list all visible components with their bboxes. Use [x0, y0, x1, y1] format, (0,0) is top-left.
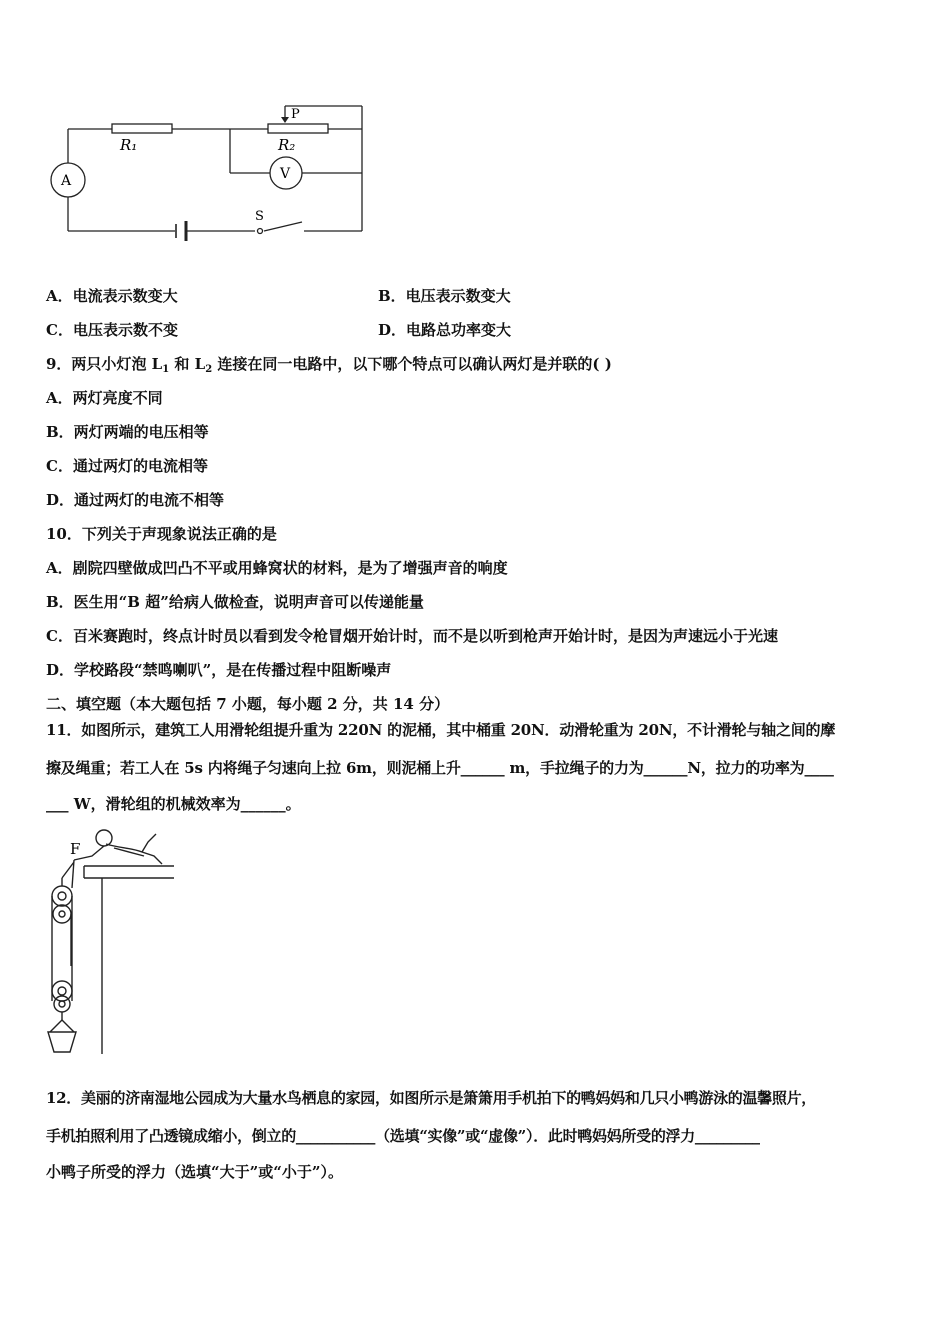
- q10-option-c: C．百米赛跑时，终点计时员以看到发令枪冒烟开始计时，而不是以听到枪声开始计时，是因为声速远小于光速: [46, 627, 778, 645]
- pulley-diagram: [44, 826, 184, 1056]
- q9-option-a: A．两灯亮度不同: [46, 389, 163, 407]
- q12-line-2: 手机拍照利用了凸透镜成缩小，倒立的___________（选填“实像”或“虚像”）．此时鸭妈妈所受的浮力_________: [46, 1127, 760, 1145]
- resistor-r2: [268, 124, 328, 133]
- resistor-r1: [112, 124, 172, 133]
- label-v: V: [280, 166, 291, 182]
- q8-option-c: C．电压表示数不变: [46, 321, 178, 339]
- q9-option-d: D．通过两灯的电流不相等: [46, 491, 225, 509]
- label-s: S: [255, 209, 264, 224]
- section-heading: 二、填空题（本大题包括 7 小题，每小题 2 分，共 14 分）: [46, 695, 450, 713]
- q9-option-c: C．通过两灯的电流相等: [46, 457, 208, 475]
- q8-option-b: B．电压表示数变大: [378, 287, 511, 305]
- label-f: F: [70, 840, 81, 858]
- q11-line-1: 11．如图所示，建筑工人用滑轮组提升重为 220N 的泥桶，其中桶重 20N．动滑轮重为 20N，不计滑轮与轴之间的摩: [46, 721, 836, 739]
- q11-line-3: ___ W，滑轮组的机械效率为______。: [46, 795, 301, 813]
- q8-option-d: D．电路总功率变大: [378, 321, 512, 339]
- q8-option-a: A．电流表示数变大: [46, 287, 178, 305]
- q9-option-b: B．两灯两端的电压相等: [46, 423, 209, 441]
- q10-option-a: A．剧院四壁做成凹凸不平或用蜂窝状的材料，是为了增强声音的响度: [46, 559, 508, 577]
- q10-stem: 10．下列关于声现象说法正确的是: [46, 525, 277, 543]
- q12-line-3: 小鸭子所受的浮力（选填“大于”或“小于”）。: [46, 1163, 344, 1181]
- q9-stem: 9．两只小灯泡 $L_1$ 和 $L_2$ 连接在同一电路中，以下哪个特点可以确认两灯是并联的( ): [46, 355, 612, 375]
- label-p: P: [291, 107, 300, 122]
- q10-option-b: B．医生用“B 超”给病人做检查，说明声音可以传递能量: [46, 593, 424, 611]
- label-a: A: [61, 173, 72, 189]
- q12-line-1: 12．美丽的济南湿地公园成为大量水鸟栖息的家园，如图所示是箫箫用手机拍下的鸭妈妈和几只小鸭游泳的温馨照片，: [46, 1089, 816, 1107]
- label-r2: R₂: [278, 136, 296, 154]
- q11-line-2: 擦及绳重；若工人在 5s 内将绳子匀速向上拉 6m，则泥桶上升______ m，手拉绳子的力为______N，拉力的功率为____: [46, 759, 834, 777]
- label-r1: R₁: [120, 136, 138, 154]
- q10-option-d: D．学校路段“禁鸣喇叭”，是在传播过程中阻断噪声: [46, 661, 392, 679]
- circuit-diagram: [40, 100, 380, 250]
